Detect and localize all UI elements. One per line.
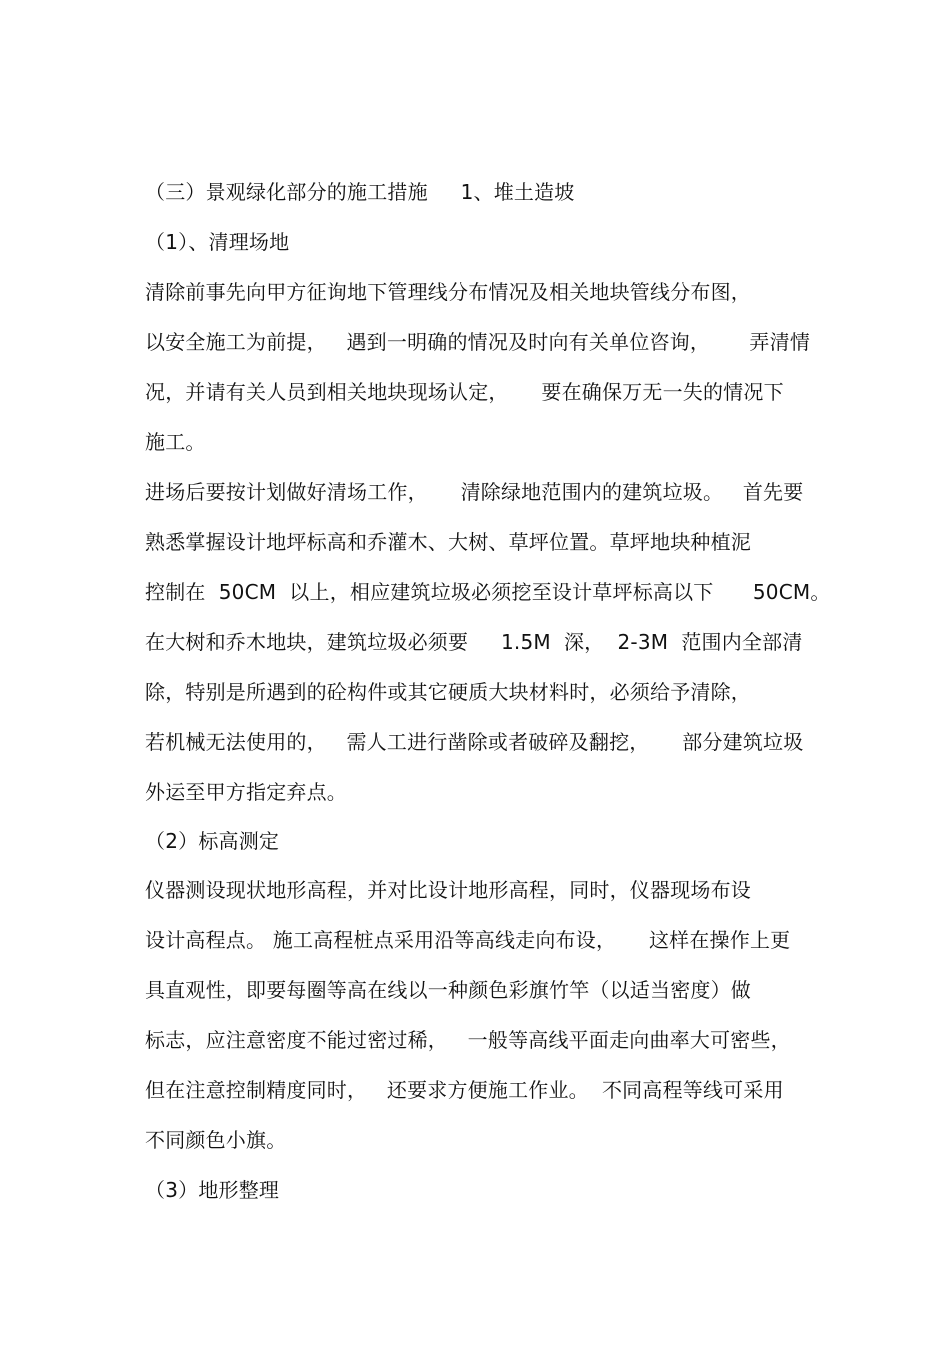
subheading-elevation: （2）标高测定 [145,829,280,853]
paragraph-line: 仪器测设现状地形高程，并对比设计地形高程，同时，仪器现场布设 [145,878,751,902]
paragraph-line: 清除前事先向甲方征询地下管理线分布情况及相关地块管线分布图， [145,280,751,304]
paragraph-line: 设计高程点。 施工高程桩点采用沿等高线走向布设， 这样在操作上更 [145,928,791,952]
paragraph-line: 外运至甲方指定弃点。 [145,780,347,804]
paragraph-line: 但在注意控制精度同时， 还要求方便施工作业。 不同高程等线可采用 [145,1078,784,1102]
paragraph-line: 以安全施工为前提， 遇到一明确的情况及时向有关单位咨询， 弄清情 [145,330,811,354]
paragraph-line: 熟悉掌握设计地坪标高和乔灌木、大树、草坪位置。草坪地块种植泥 [145,530,751,554]
paragraph-line: 进场后要按计划做好清场工作， 清除绿地范围内的建筑垃圾。 首先要 [145,480,804,504]
paragraph-line: 若机械无法使用的， 需人工进行凿除或者破碎及翻挖， 部分建筑垃圾 [145,730,804,754]
subheading-clear-site: （1）、清理场地 [145,230,290,254]
paragraph-line: 标志，应注意密度不能过密过稀， 一般等高线平面走向曲率大可密些， [145,1028,791,1052]
paragraph-line: 施工。 [145,430,206,454]
paragraph-line: 控制在 50CM 以上，相应建筑垃圾必须挖至设计草坪标高以下 50CM。 [145,580,831,604]
paragraph-line: 在大树和乔木地块，建筑垃圾必须要 1.5M 深， 2-3M 范围内全部清 [145,630,803,654]
paragraph-line: 况，并请有关人员到相关地块现场认定， 要在确保万无一失的情况下 [145,380,784,404]
paragraph-line: 具直观性，即要每圈等高在线以一种颜色彩旗竹竿（以适当密度）做 [145,978,751,1002]
section-heading: （三）景观绿化部分的施工措施 1、堆土造坡 [145,180,575,204]
subheading-terrain: （3）地形整理 [145,1178,280,1202]
paragraph-line: 不同颜色小旗。 [145,1128,287,1152]
paragraph-line: 除，特别是所遇到的砼构件或其它硬质大块材料时，必须给予清除， [145,680,751,704]
